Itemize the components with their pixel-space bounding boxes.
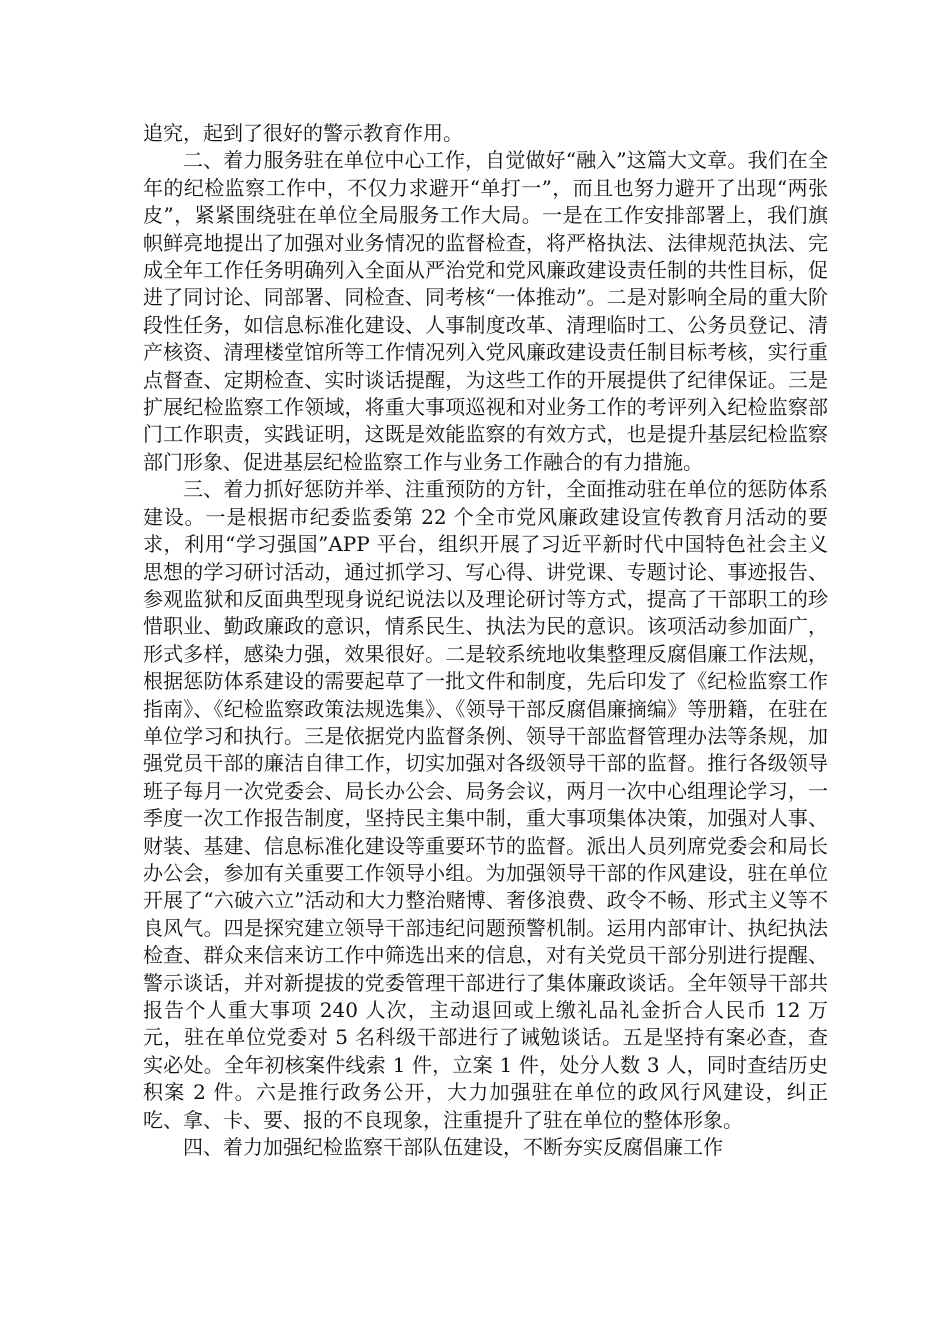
paragraph-section-two: 二、着力服务驻在单位中心工作，自觉做好“融入”这篇大文章。我们在全年的纪检监察工作中，不仅力求避开“单打一”，而且也努力避开了出现“两张皮”，紧紧围绕驻在单位全局服务工作大局。一是在工作安排部署上，我们旗帜鲜亮地提出了加强对业务情况的监督检查，将严格执法、法律规范执法、完成全年工作任务明确列入全面从严治党和党风廉政建设责任制的共性目标，促进了同讨论、同部署、同检查、同考核“一体推动”。二是对影响全局的重大阶段性任务，如信息标准化建设、人事制度改革、清理临时工、公务员登记、清产核资、清理楼堂馆所等工作情况列入党风廉政建设责任制目标考核，实行重点督查、定期检查、实时谈话提醒，为这些工作的开展提供了纪律保证。三是扩展纪检监察工作领域，将重大事项巡视和对业务工作的考评列入纪检监察部门工作职责，实践证明，这既是效能监察的有效方式，也是提升基层纪检监察部门形象、促进基层纪检监察工作与业务工作融合的有力措施。 bbox=[143, 148, 828, 474]
paragraph-continuation: 追究，起到了很好的警示教育作用。 bbox=[143, 121, 463, 145]
paragraph-section-four: 四、着力加强纪检监察干部队伍建设，不断夯实反腐倡廉工作 bbox=[183, 1135, 723, 1160]
paragraph-section-three: 三、着力抓好惩防并举、注重预防的方针，全面推动驻在单位的惩防体系建设。一是根据市纪委监委第 22 个全市党风廉政建设宣传教育月活动的要求，利用“学习强国”APP 平台，组织开展了习近平新时代中国特色社会主义思想的学习研讨活动，通过抓学习、写心得、讲党课、专题讨论、事迹报告、参观监狱和反面典型现身说纪说法以及理论研讨等方式，提高了干部职工的珍惜职业、勤政廉政的意识，情系民生、执法为民的意识。该项活动参加面广，形式多样，感染力强，效果很好。二是较系统地收集整理反腐倡廉工作法规，根据惩防体系建设的需要起草了一批文件和制度，先后印发了《纪检监察工作指南》、《纪检监察政策法规选集》、《领导干部反腐倡廉摘编》等册籍，在驻在单位学习和执行。三是依据党内监督条例、领导干部监督管理办法等条规，加强党员干部的廉洁自律工作，切实加强对各级领导干部的监督。推行各级领导班子每月一次党委会、局长办公会、局务会议，两月一次中心组理论学习，一季度一次工作报告制度，坚持民主集中制，重大事项集体决策，加强对人事、财装、基建、信息标准化建设等重要环节的监督。派出人员列席党委会和局长办公会，参加有关重要工作领导小组。为加强领导干部的作风建设，驻在单位开展了“六破六立”活动和大力整治赌博、奢侈浪费、政令不畅、形式主义等不良风气。四是探究建立领导干部违纪问题预警机制。运用内部审计、执纪执法检查、群众来信来访工作中筛选出来的信息，对有关党员干部分别进行提醒、警示谈话，并对新提拔的党委管理干部进行了集体廉政谈话。全年领导干部共报告个人重大事项 240 人次，主动退回或上缴礼品礼金折合人民币 12 万元，驻在单位党委对 5 名科级干部进行了诫勉谈话。五是坚持有案必查，查实必处。全年初核案件线索 1 件，立案 1 件，处分人数 3 人，同时查结历史积案 2 件。六是推行政务公开，大力加强驻在单位的政风行风建设，纠正吃、拿、卡、要、报的不良现象，注重提升了驻在单位的整体形象。 bbox=[143, 477, 828, 1132]
document-body bbox=[143, 120, 828, 1161]
